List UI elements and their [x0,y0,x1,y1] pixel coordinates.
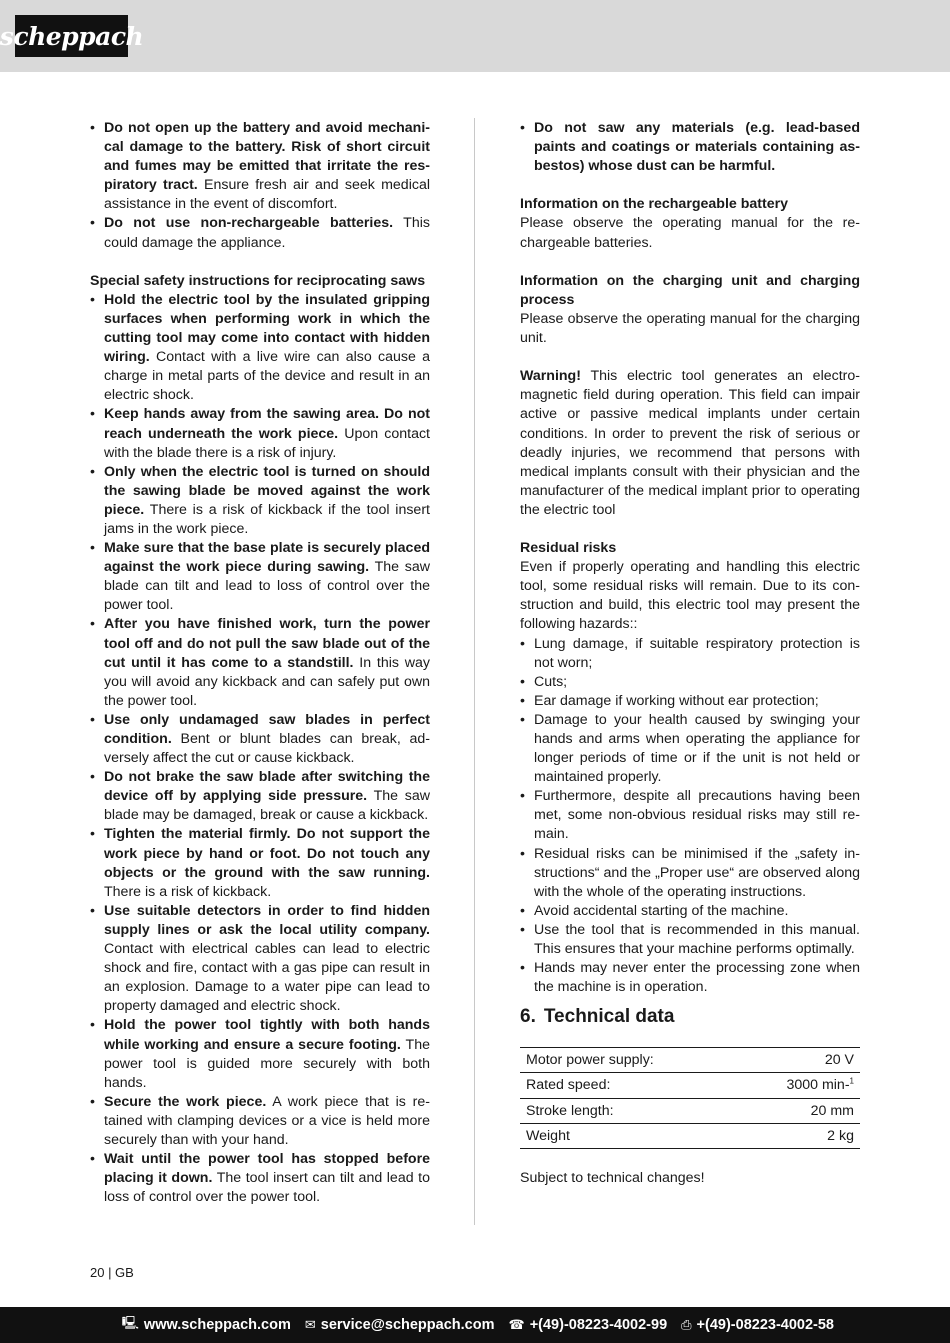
bullet-bold-text: Wait until the power tool has stopped before placing it down. [104,1151,430,1187]
spec-value-sup: 1 [849,1076,854,1086]
table-row [520,1073,860,1098]
footer-phone[interactable] [508,1317,667,1333]
section-number: 6. [520,1006,536,1028]
list-item [90,825,430,901]
warning-label: Warning! [520,368,581,385]
list-item [90,615,430,710]
spec-value [737,1098,860,1123]
warning-text: This electric tool generates an electromagnetic field during operation. This field can impair active or passive medical implants under certain conditions. In order to prevent the risk of serious or deadly injuries, we recommend that persons with medical implants consult with their physician and the manufacturer of the medical implant prior to operating the electric tool [520,368,860,518]
list-item: • Hands may never enter the processing zone when the machine is in operation. [520,959,860,997]
bullet-text: The saw blade may be damaged, break or cause a kickback. [104,788,430,824]
list-item [90,539,430,615]
list-item [90,1150,430,1207]
spec-label: Weight [526,1127,570,1144]
monitor-icon: 🖳 [121,1315,139,1330]
bullet-bold-text: Secure the work piece. [104,1093,267,1110]
list-item [90,463,430,539]
materials-bullet-list [520,119,860,176]
phone-icon: ☎ [508,1317,525,1332]
list-item [90,214,430,252]
mail-icon: ✉ [304,1317,316,1332]
bullet-bold-text: Use suitable detectors in order to find hidden supply lines or ask the local utility company. [104,902,430,938]
technical-data-title [520,1005,860,1029]
bullet-text: This could damage the appliance. [104,215,430,251]
residual-risks-heading: Residual risks [520,540,617,557]
battery-bullet-list [90,119,430,253]
bullet-bold-text: Make sure that the base plate is securely placed against the work piece during sawing. [104,540,430,576]
table-row [520,1098,860,1123]
left-column [90,119,430,1207]
footer-fax[interactable] [681,1317,834,1333]
list-item: • Residual risks can be minimised if the „safety instructions“ and the „Proper use“ are observed along with the whole of the operating instructions. [520,845,860,902]
bullet-bold-text: Do not use non-rechargeable batteries. [104,215,394,232]
spec-label: Rated speed: [526,1077,611,1094]
spec-label: Stroke length: [526,1102,614,1119]
technical-data-table [520,1047,860,1148]
bullet-text: Bent or blunt blades can break, adversely affect the cut or cause kickback. [104,731,430,767]
list-item [90,291,430,406]
list-item: • Use the tool that is recommended in this manual. This ensures that your machine performs optimally. [520,921,860,959]
footer-website[interactable] [122,1314,291,1336]
right-column [520,119,860,1188]
list-item: • Furthermore, despite all precautions having been met, some non-obvious residual risks may still remain. [520,787,860,844]
bullet-bold-text: Only when the electric tool is turned on should the sawing blade be moved against the work piece. [104,463,430,518]
fax-icon: ⎙ [681,1317,692,1332]
bullet-text: A work piece that is retained with clamping devices or a vice is held more securely than with your hand. [104,1093,430,1148]
bullet-bold-text: Do not brake the saw blade after switching the device off by applying side pressure. [104,769,430,805]
charging-info-heading: Information on the charging unit and charging process [520,272,860,308]
list-item: • Avoid accidental starting of the machine. [520,902,860,921]
column-divider [474,118,475,1225]
spec-value-text: 2 kg [827,1127,854,1144]
bullet-text: Upon contact with the blade there is a risk of injury. [104,425,431,461]
spec-value [737,1123,860,1148]
header-band [0,0,950,72]
warning-paragraph [520,367,860,520]
spec-value-text: 3000 min- [786,1077,850,1094]
list-item: • Ear damage if working without ear protection; [520,692,860,711]
spec-label: Motor power supply: [526,1052,654,1069]
footer-bar [0,1307,950,1343]
bullet-bold-text: Do not saw any materials (e.g. lead-based paints and coatings or materials containing asbestos) whose dust can be harmful. [534,120,860,175]
spec-value-text: 20 V [824,1052,854,1069]
residual-risks-text: Even if properly operating and handling this electric tool, some residual risks will remain. Due to its construction and build, this electric tool may present the following hazards:: [520,559,860,633]
residual-risks-list [520,635,860,998]
reciprocating-saw-heading: Special safety instructions for reciprocating saws [90,272,426,289]
list-item [520,119,860,176]
spec-value [737,1073,860,1098]
bullet-bold-text: Hold the power tool tightly with both hands while working and ensure a secure footing. [104,1017,430,1053]
footer-phone-text: +(49)-08223-4002-99 [529,1317,668,1333]
list-item: • Cuts; [520,673,860,692]
bullet-text: Contact with a live wire can also cause a charge in metal parts of the device and result in an electric shock. [104,349,430,404]
bullet-text: Contact with electrical cables can lead to electric shock and fire, contact with a gas pipe can result in an explosion. Damage to a water pipe can lead to property damaged and electric shock. [104,941,430,1015]
table-row [520,1048,860,1073]
bullet-bold-text: Tighten the material firmly. Do not support the work piece by hand or foot. Do not touch any objects or the ground with the saw running. [104,826,430,881]
footer-email-text: service@scheppach.com [320,1317,495,1333]
spec-value [737,1048,860,1073]
bullet-text: The saw blade can tilt and lead to loss of control over the power tool. [104,559,430,614]
list-item [90,119,430,214]
bullet-text: There is a risk of kickback. [104,883,272,900]
section-title-text: Technical data [543,1006,675,1028]
bullet-bold-text: Use only undamaged saw blades in perfect condition. [104,711,430,747]
bullet-bold-text: Do not open up the battery and avoid mechanical damage to the battery. Risk of short circuit and fumes may be emitted that irritate the respiratory tract. [104,120,430,194]
list-item [90,405,430,462]
scheppach-logo: scheppach [15,15,128,57]
charging-info-text: Please observe the operating manual for the charging unit. [520,310,860,347]
spec-value-text: 20 mm [810,1102,854,1119]
footer-website-text: www.scheppach.com [143,1317,291,1333]
footer-fax-text: +(49)-08223-4002-58 [696,1317,834,1333]
list-item [90,902,430,1017]
saw-safety-list [90,291,430,1208]
bullet-bold-text: Hold the electric tool by the insulated gripping surfaces when performing work in which the cutting tool may come into contact with hidden wiring. [104,291,430,366]
subject-to-changes: Subject to technical changes! [520,1169,705,1186]
list-item [90,711,430,768]
bullet-bold-text: After you have finished work, turn the power tool off and do not pull the saw blade out of the cut until it has come to a standstill. [104,616,430,671]
list-item: • Lung damage, if suitable respiratory protection is not worn; [520,635,860,673]
bullet-text: In this way you will avoid any kickback and can safely put own the power tool. [104,654,430,709]
battery-info-heading: Information on the rechargeable battery [520,196,789,213]
bullet-text: The tool insert can tilt and lead to loss of control over the power tool. [104,1170,430,1206]
list-item [90,1016,430,1092]
battery-info-text: Please observe the operating manual for the rechargeable batteries. [520,215,860,251]
list-item: • Damage to your health caused by swinging your hands and arms when operating the appliance for longer periods of time or if the unit is not held or maintained properly. [520,711,860,787]
bullet-text: There is a risk of kickback if the tool insert jams in the work piece. [104,501,430,537]
list-item [90,1093,430,1150]
bullet-text: Ensure fresh air and seek medical assistance in the event of discomfort. [104,177,430,213]
list-item [90,768,430,825]
page-number: 20 | GB [90,1265,134,1280]
footer-email[interactable] [305,1317,495,1333]
bullet-bold-text: Keep hands away from the sawing area. Do not reach underneath the work piece. [104,406,430,442]
bullet-text: The power tool is guided more securely with both hands. [104,1036,430,1091]
table-row [520,1123,860,1148]
